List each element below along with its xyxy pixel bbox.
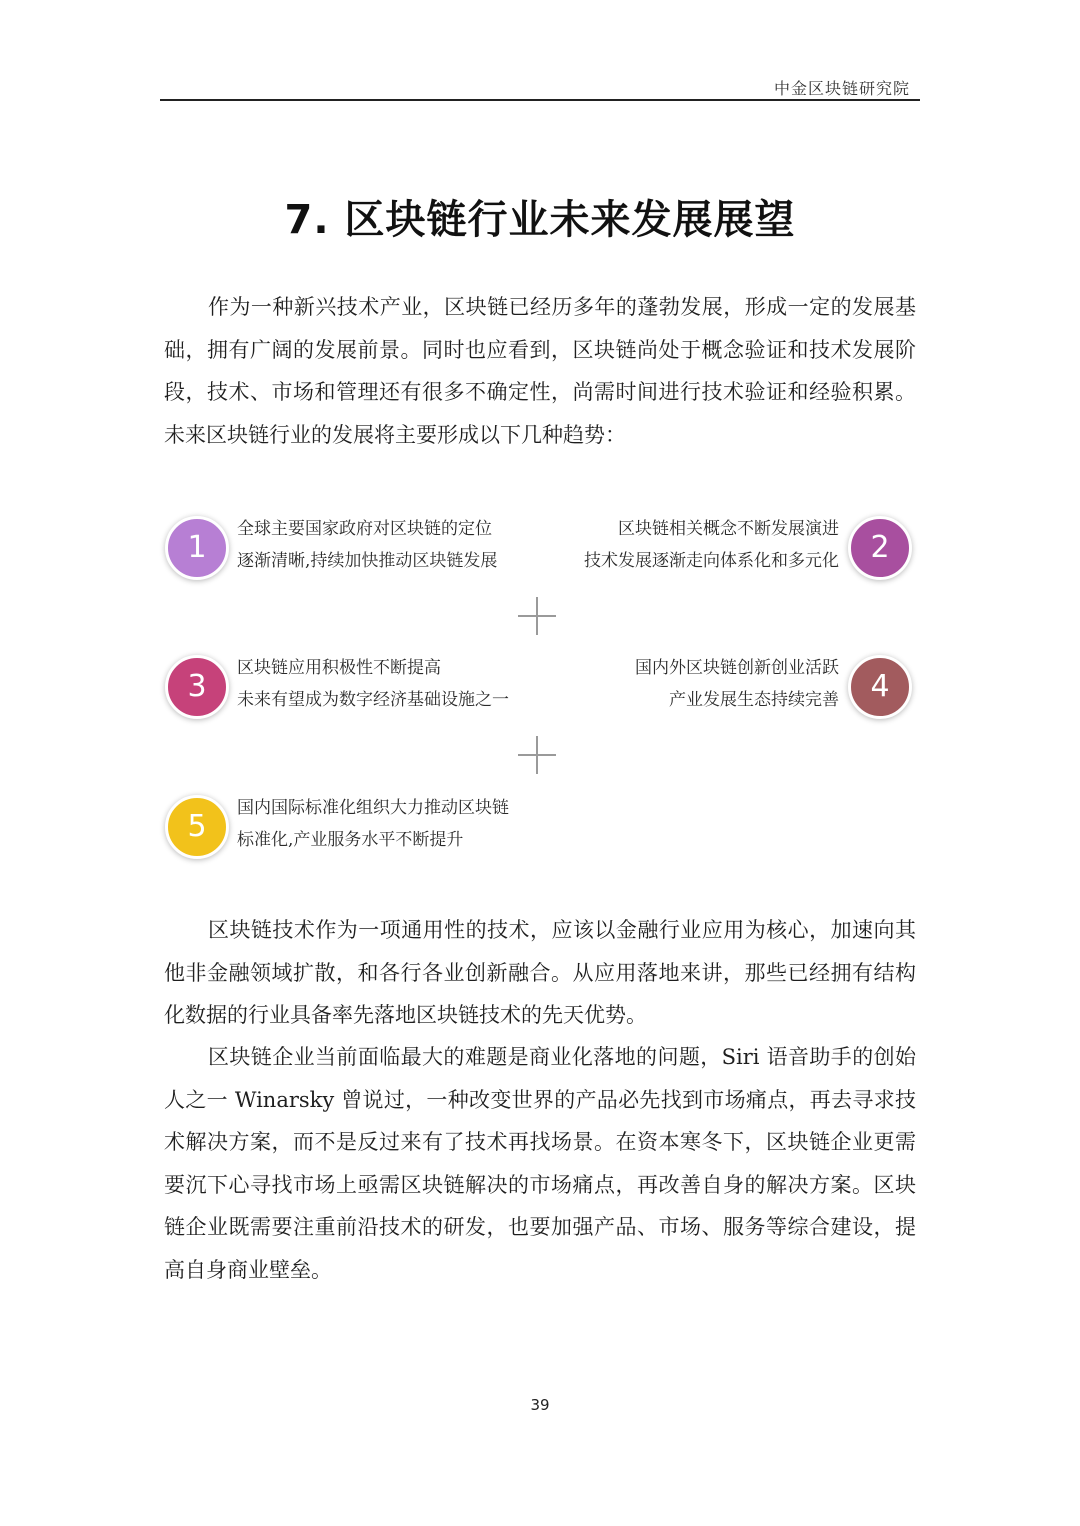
- trend-number-badge: 3: [165, 655, 229, 719]
- trend-line: 国内外区块链创新创业活跃: [635, 658, 839, 678]
- trend-description: [584, 513, 839, 577]
- page-title: 7. 区块链行业未来发展展望: [284, 197, 796, 243]
- trend-line: 国内国际标准化组织大力推动区块链: [237, 798, 509, 818]
- trend-line: 标准化,产业服务水平不断提升: [237, 830, 464, 850]
- trend-number-badge: 4: [848, 655, 912, 719]
- trend-line: 逐渐清晰,持续加快推动区块链发展: [237, 551, 498, 571]
- fintech-paragraph: 区块链技术作为一项通用性的技术，应该以金融行业应用为核心，加速向其他非金融领域扩散，和各行各业创新融合。从应用落地来讲，那些已经拥有结构化数据的行业具备率先落地区块链技术的先天优势。: [164, 918, 916, 1027]
- trend-line: 区块链应用积极性不断提高: [237, 658, 441, 678]
- trend-line: 区块链相关概念不断发展演进: [618, 519, 839, 539]
- plus-icon: [518, 597, 556, 635]
- trend-line: 技术发展逐渐走向体系化和多元化: [584, 551, 839, 571]
- trend-number-badge: 2: [848, 516, 912, 580]
- trend-line: 产业发展生态持续完善: [669, 690, 839, 710]
- intro-paragraph: 作为一种新兴技术产业，区块链已经历多年的蓬勃发展，形成一定的发展基础，拥有广阔的发展前景。同时也应看到，区块链尚处于概念验证和技术发展阶段，技术、市场和管理还有很多不确定性，尚需时间进行技术验证和经验积累。未来区块链行业的发展将主要形成以下几种趋势：: [164, 295, 916, 447]
- challenge-paragraph: 区块链企业当前面临最大的难题是商业化落地的问题，Siri 语音助手的创始人之一 Winarsky 曾说过，一种改变世界的产品必先找到市场痛点，再去寻求技术解决方案，而不是反过来有了技术再找场景。在资本寒冬下，区块链企业更需要沉下心寻找市场上亟需区块链解决的市场痛点，再改善自身的解决方案。区块链企业既需要注重前沿技术的研发，也要加强产品、市场、服务等综合建设，提高自身商业壁垒。: [164, 1045, 916, 1282]
- header-divider: [160, 99, 920, 101]
- trend-description: [237, 792, 509, 856]
- trend-line: 未来有望成为数字经济基础设施之一: [237, 690, 509, 710]
- header-organization: 中金区块链研究院: [773, 79, 910, 98]
- trend-description: [635, 652, 839, 716]
- plus-icon: [518, 736, 556, 774]
- trend-number-badge: 5: [165, 795, 229, 859]
- trend-description: [237, 652, 509, 716]
- trend-number-badge: 1: [165, 516, 229, 580]
- trend-description: [237, 513, 497, 577]
- trend-line: 全球主要国家政府对区块链的定位: [237, 519, 492, 539]
- page-number: 39: [530, 1396, 550, 1414]
